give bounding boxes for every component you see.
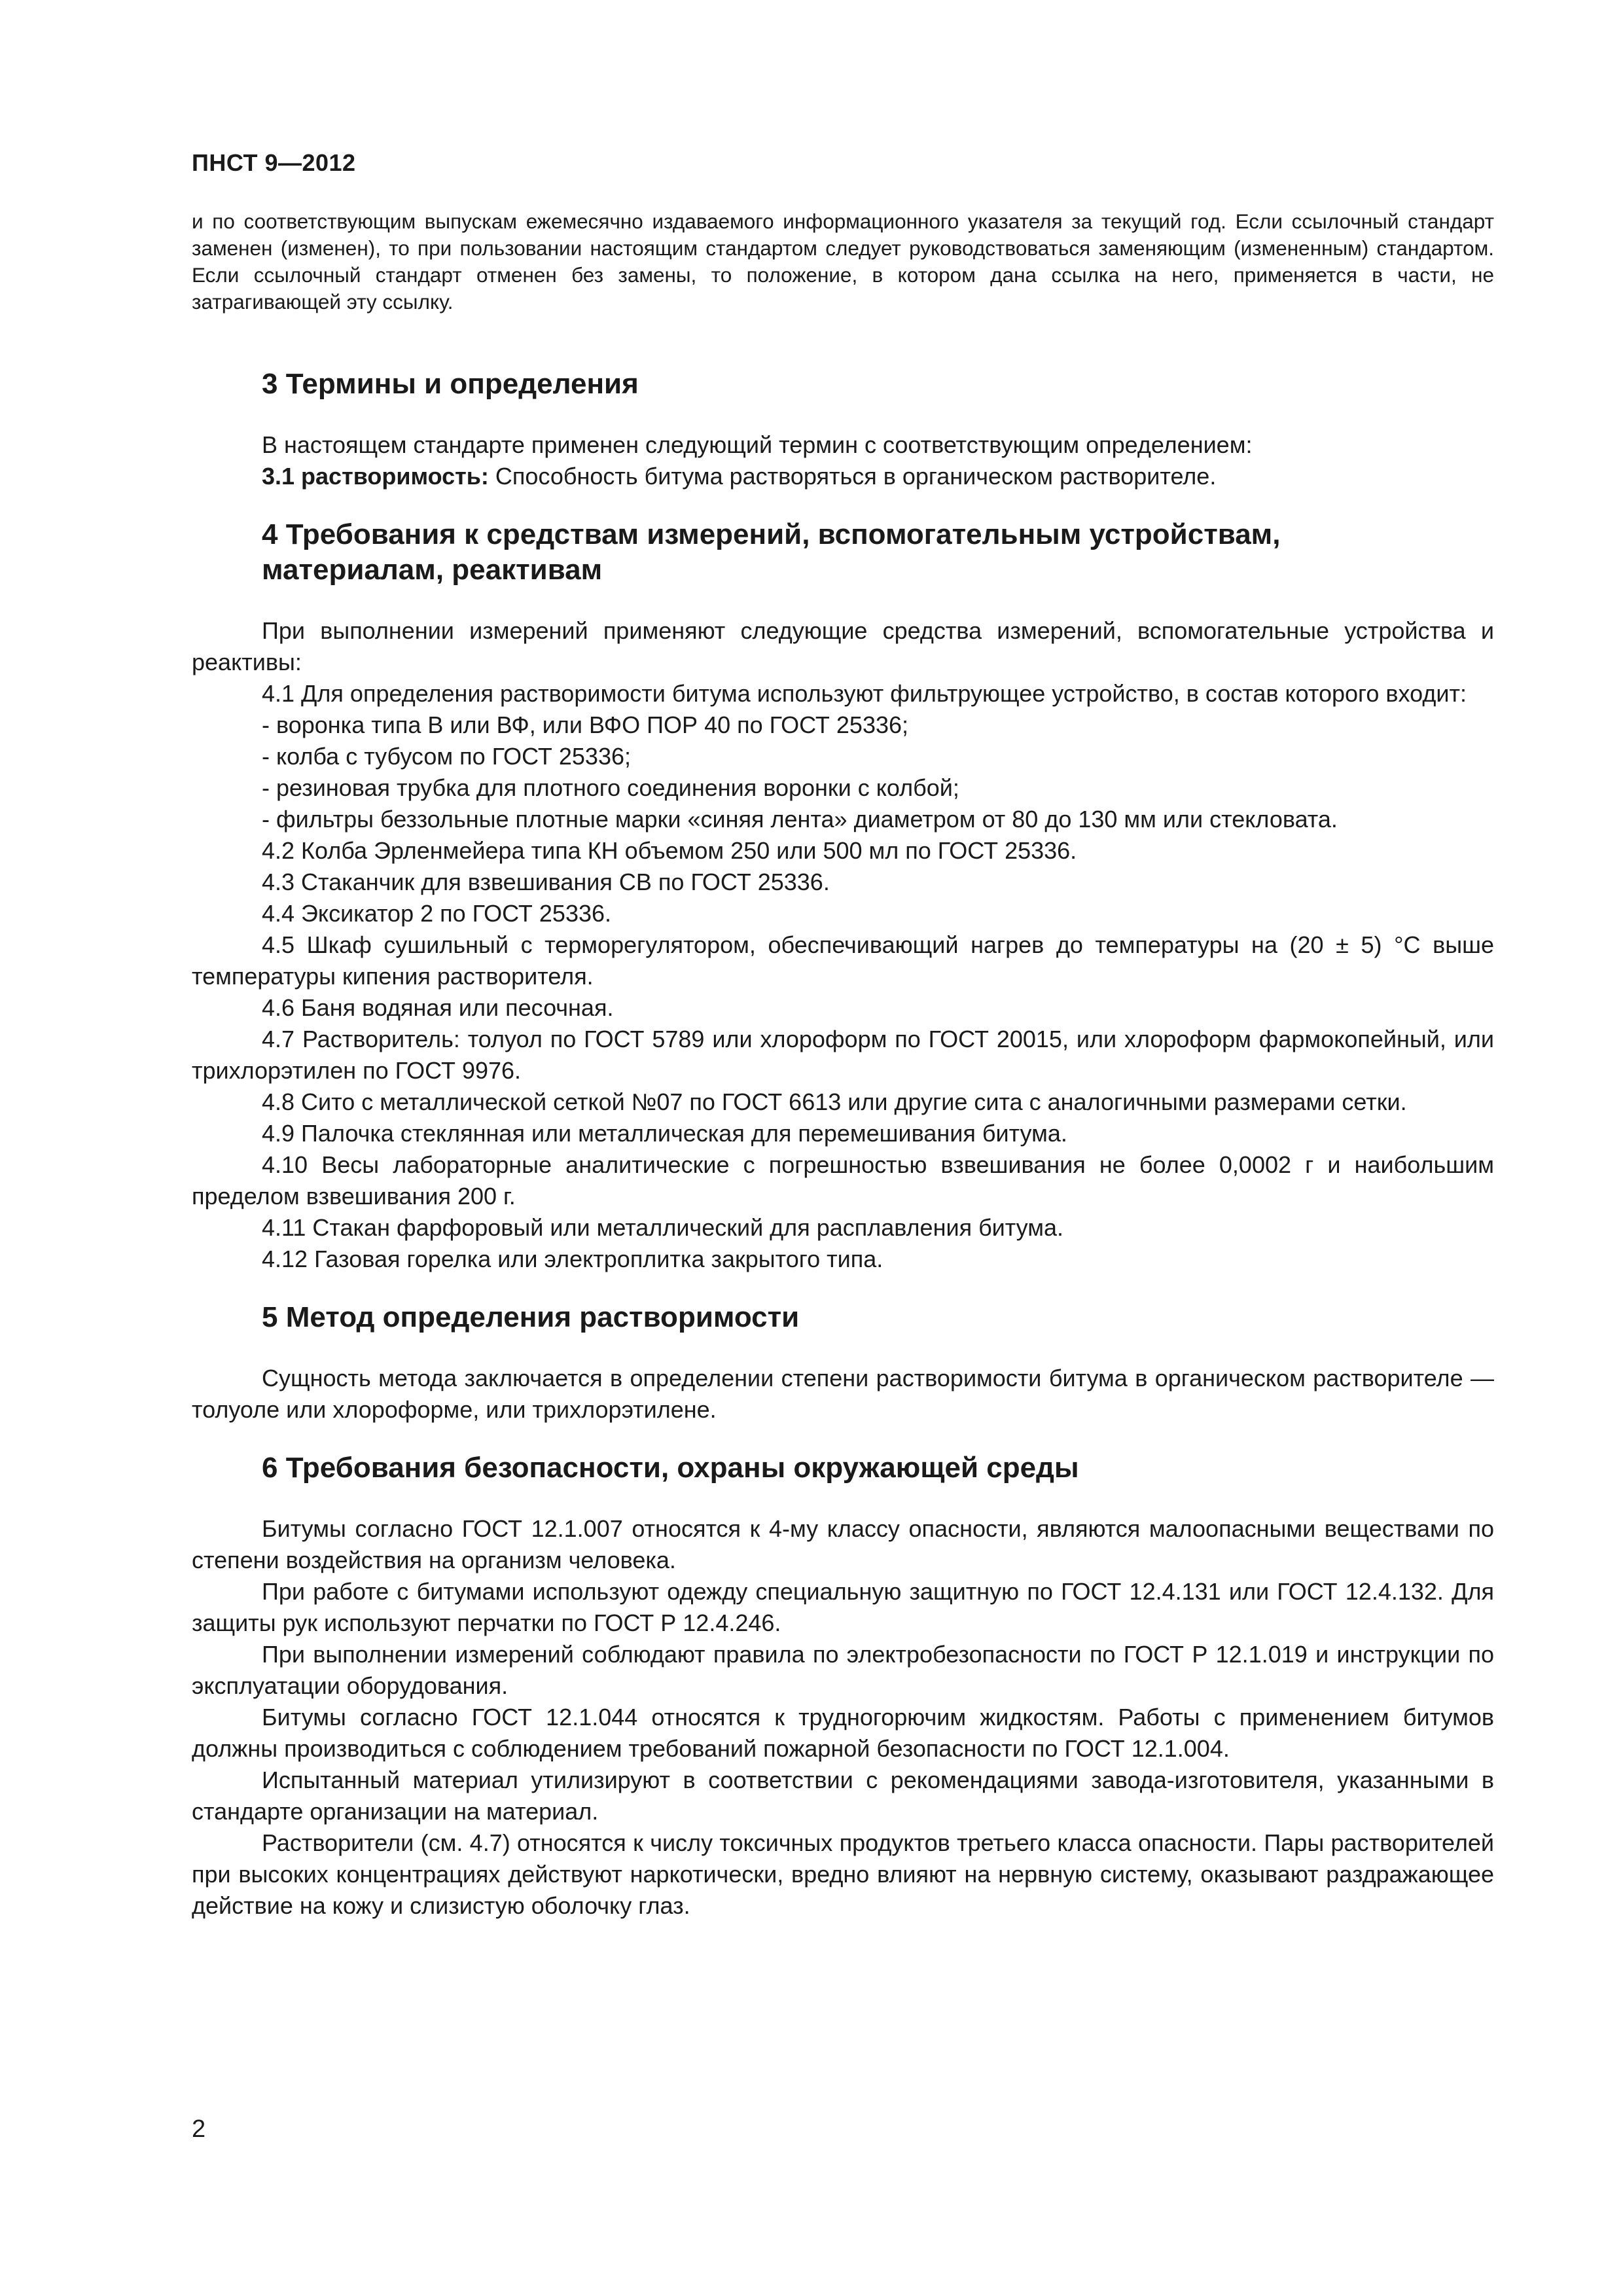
section-6-title: 6 Требования безопасности, охраны окружающей среды [262,1452,1079,1484]
clause-4-8: 4.8 Сито с металлической сеткой №07 по ГОСТ 6613 или другие сита с аналогичными размерами сетки. [262,1088,1407,1115]
section-6-paragraph: При выполнении измерений соблюдают правила по электробезопасности по ГОСТ Р 12.1.019 и инструкции по эксплуатации оборудования. [192,1641,1494,1699]
section-3-lead: В настоящем стандарте применен следующий термин с соответствующим определением: [262,431,1253,458]
section-4-title [192,517,1494,588]
section-6-paragraph: Растворители (см. 4.7) относятся к числу токсичных продуктов третьего класса опасности. Пары растворителей при высоких концентрациях действуют наркотически, вредно влияют на нервную систему, оказывают раздражающее действие на кожу и слизистую оболочку глаз. [192,1829,1494,1919]
clause-4-7: 4.7 Растворитель: толуол по ГОСТ 5789 или хлороформ по ГОСТ 20015, или хлороформ фармокопейный, или трихлорэтилен по ГОСТ 9976. [192,1026,1494,1084]
list-item: - воронка типа В или ВФ, или ВФО ПОР 40 по ГОСТ 25336; [262,711,909,738]
clause-4-11: 4.11 Стакан фарфоровый или металлический для расплавления битума. [262,1214,1064,1241]
list-item: - колба с тубусом по ГОСТ 25336; [262,743,631,770]
term-definition [192,461,1494,492]
clause-4-2: 4.2 Колба Эрленмейера типа КН объемом 250 или 500 мл по ГОСТ 25336. [262,837,1077,864]
section-4-title-line1: 4 Требования к средствам измерений, вспомогательным устройствам, [262,518,1281,550]
clause-4-3: 4.3 Стаканчик для взвешивания СВ по ГОСТ 25336. [262,869,830,895]
section-5-title: 5 Метод определения растворимости [262,1301,800,1333]
intro-paragraph: и по соответствующим выпускам ежемесячно издаваемого информационного указателя за текущий год. Если ссылочный стандарт заменен (изменен), то при пользовании настоящим стандартом следует руководствоваться заменяющим (измененным) стандартом. Если ссылочный стандарт отменен без замены, то положение, в котором дана ссылка на него, применяется в части, не затрагивающей эту ссылку. [192,209,1494,314]
clause-4-4: 4.4 Эксикатор 2 по ГОСТ 25336. [262,900,612,927]
section-6-paragraph: Испытанный материал утилизируют в соответствии с рекомендациями завода-изготовителя, указанными в стандарте организации на материал. [192,1767,1494,1825]
clause-4-6: 4.6 Баня водяная или песочная. [262,994,614,1021]
section-3-title: 3 Термины и определения [262,368,639,400]
clause-4-12: 4.12 Газовая горелка или электроплитка закрытого типа. [262,1246,883,1272]
term-text: Способность битума растворяться в органическом растворителе. [488,463,1217,490]
section-4-lead: При выполнении измерений применяют следующие средства измерений, вспомогательные устройства и реактивы: [192,617,1494,675]
term-label: 3.1 растворимость: [262,463,489,490]
section-5-text: Сущность метода заключается в определении степени растворимости битума в органическом растворителе — толуоле или хлороформе, или трихлорэтилене. [192,1365,1494,1423]
section-6-paragraph: При работе с битумами используют одежду специальную защитную по ГОСТ 12.4.131 или ГОСТ 12.4.132. Для защиты рук используют перчатки по ГОСТ Р 12.4.246. [192,1578,1494,1636]
clause-4-10: 4.10 Весы лабораторные аналитические с погрешностью взвешивания не более 0,0002 г и наибольшим пределом взвешивания 200 г. [192,1151,1494,1210]
document-header: ПНСТ 9—2012 [192,149,356,176]
page-number: 2 [192,2115,206,2143]
section-6-paragraph: Битумы согласно ГОСТ 12.1.007 относятся к 4-му классу опасности, являются малоопасными веществами по степени воздействия на организм человека. [192,1515,1494,1573]
list-item: - фильтры беззольные плотные марки «синяя лента» диаметром от 80 до 130 мм или стекловата. [262,806,1338,833]
section-4-title-line2: материалам, реактивам [262,554,603,586]
section-6-paragraph: Битумы согласно ГОСТ 12.1.044 относятся к трудногорючим жидкостям. Работы с применением битумов должны производиться с соблюдением требований пожарной безопасности по ГОСТ 12.1.004. [192,1704,1494,1762]
document-body [192,367,1494,1922]
clause-4-1: 4.1 Для определения растворимости битума используют фильтрующее устройство, в состав которого входит: [262,680,1467,707]
clause-4-9: 4.9 Палочка стеклянная или металлическая для перемешивания битума. [262,1120,1067,1147]
clause-4-5: 4.5 Шкаф сушильный с терморегулятором, обеспечивающий нагрев до температуры на (20 ± 5) °С выше температуры кипения растворителя. [192,931,1494,990]
list-item: - резиновая трубка для плотного соединения воронки с колбой; [262,774,959,801]
